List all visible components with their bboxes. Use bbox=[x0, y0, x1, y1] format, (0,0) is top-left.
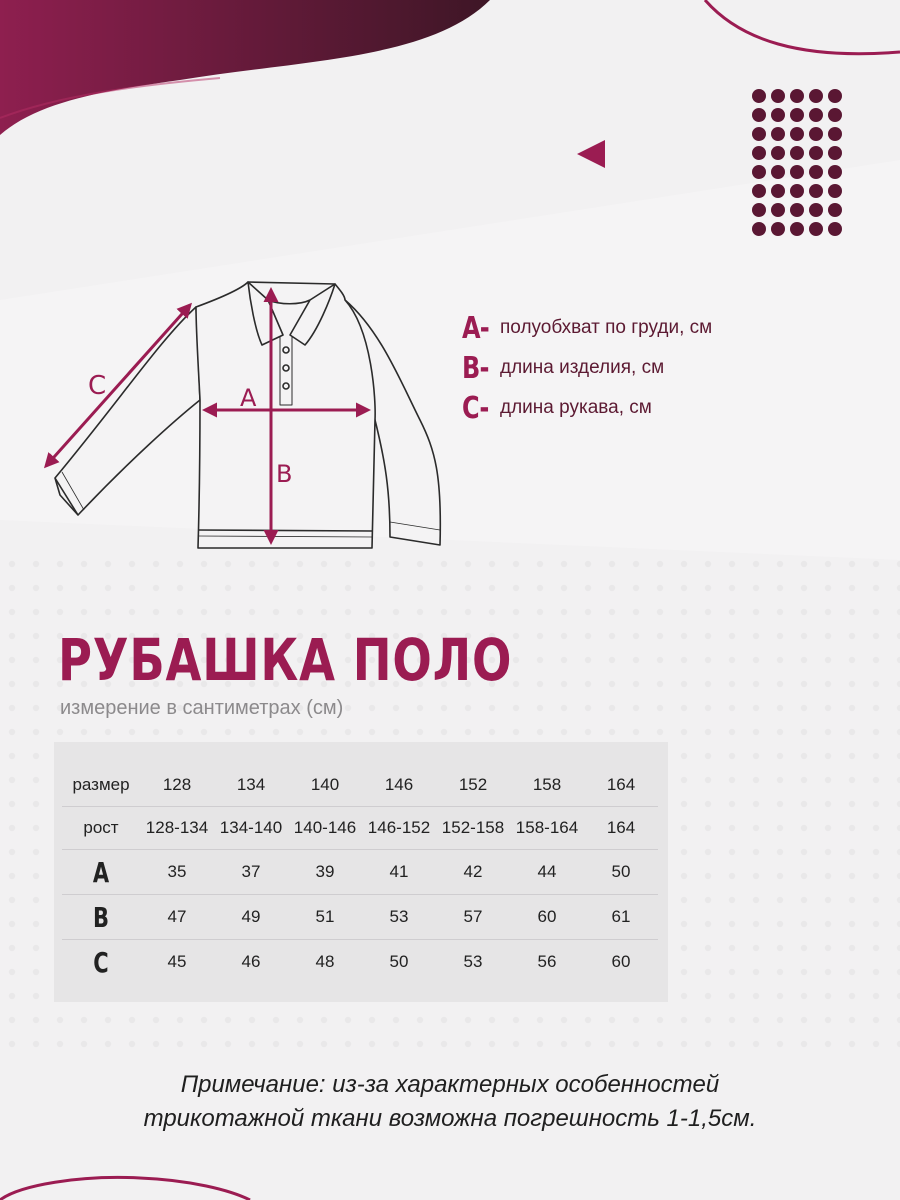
table-cell: 53 bbox=[362, 895, 436, 940]
table-cell: 47 bbox=[140, 895, 214, 940]
table-cell: 164 bbox=[584, 764, 658, 807]
table-cell: 46 bbox=[241, 952, 261, 971]
bottom-left-arc bbox=[0, 1177, 250, 1200]
table-row-a bbox=[62, 850, 658, 895]
table-cell: 45 bbox=[167, 952, 187, 971]
table-cell: 158 bbox=[510, 764, 584, 807]
page-title: РУБАШКА ПОЛО bbox=[58, 626, 513, 694]
footnote-line: трикотажной ткани возможна погрешность 1-1,5см. bbox=[143, 1105, 757, 1132]
table-cell: 134-140 bbox=[214, 807, 288, 850]
triangle-decoration bbox=[577, 140, 605, 168]
legend-text: длина рукава, см bbox=[500, 397, 652, 418]
table-row-b bbox=[62, 895, 658, 940]
table-cell: 49 bbox=[214, 895, 288, 940]
table-cell: 51 bbox=[288, 895, 362, 940]
table-cell: 42 bbox=[436, 850, 510, 895]
table-cell: 60 bbox=[611, 952, 631, 971]
table-cell: 60 bbox=[510, 895, 584, 940]
table-cell: 50 bbox=[584, 850, 658, 895]
diagram-label-a: A bbox=[240, 384, 257, 412]
table-cell: 134 bbox=[214, 764, 288, 807]
legend-item-b bbox=[462, 348, 712, 388]
footnote-line: Примечание: из-за характерных особенностей bbox=[180, 1071, 720, 1098]
table-cell: 39 bbox=[288, 850, 362, 895]
row-label: рост bbox=[62, 807, 140, 850]
size-table-panel bbox=[54, 742, 668, 1002]
table-cell: 41 bbox=[362, 850, 436, 895]
table-cell: 146 bbox=[362, 764, 436, 807]
diagram-label-b: B bbox=[276, 460, 293, 488]
table-row-height bbox=[62, 807, 658, 850]
table-row-c bbox=[62, 940, 658, 985]
table-cell: 48 bbox=[315, 952, 335, 971]
legend-letter: C- bbox=[462, 390, 489, 426]
table-cell: 152 bbox=[436, 764, 510, 807]
row-label: A bbox=[72, 850, 131, 895]
size-table bbox=[62, 764, 658, 984]
table-cell: 44 bbox=[510, 850, 584, 895]
table-cell: 50 bbox=[389, 952, 409, 971]
diagram-label-c: C bbox=[88, 371, 107, 401]
footnote bbox=[0, 1068, 900, 1136]
table-cell: 61 bbox=[584, 895, 658, 940]
table-cell: 53 bbox=[463, 952, 483, 971]
table-cell: 158-164 bbox=[510, 807, 584, 850]
table-cell: 57 bbox=[436, 895, 510, 940]
row-label: B bbox=[72, 895, 131, 940]
row-label: размер bbox=[62, 764, 140, 807]
legend-item-a bbox=[462, 308, 712, 348]
table-cell: 37 bbox=[214, 850, 288, 895]
legend-text: длина изделия, см bbox=[500, 357, 665, 378]
top-left-wave bbox=[0, 0, 490, 135]
table-cell: 164 bbox=[584, 807, 658, 850]
row-label: C bbox=[93, 945, 109, 979]
table-cell: 140-146 bbox=[288, 807, 362, 850]
table-cell: 140 bbox=[288, 764, 362, 807]
legend-text: полуобхват по груди, см bbox=[500, 317, 713, 338]
measurement-legend bbox=[462, 308, 712, 428]
table-row-size bbox=[62, 764, 658, 807]
table-cell: 128 bbox=[140, 764, 214, 807]
legend-letter: B- bbox=[462, 350, 489, 386]
top-right-arc bbox=[705, 0, 900, 54]
table-cell: 152-158 bbox=[436, 807, 510, 850]
legend-letter: A- bbox=[462, 310, 489, 346]
table-cell: 146-152 bbox=[362, 807, 436, 850]
page-subtitle: измерение в сантиметрах (см) bbox=[60, 697, 344, 719]
legend-item-c bbox=[462, 388, 712, 428]
table-cell: 128-134 bbox=[140, 807, 214, 850]
table-cell: 56 bbox=[537, 952, 557, 971]
table-cell: 35 bbox=[140, 850, 214, 895]
